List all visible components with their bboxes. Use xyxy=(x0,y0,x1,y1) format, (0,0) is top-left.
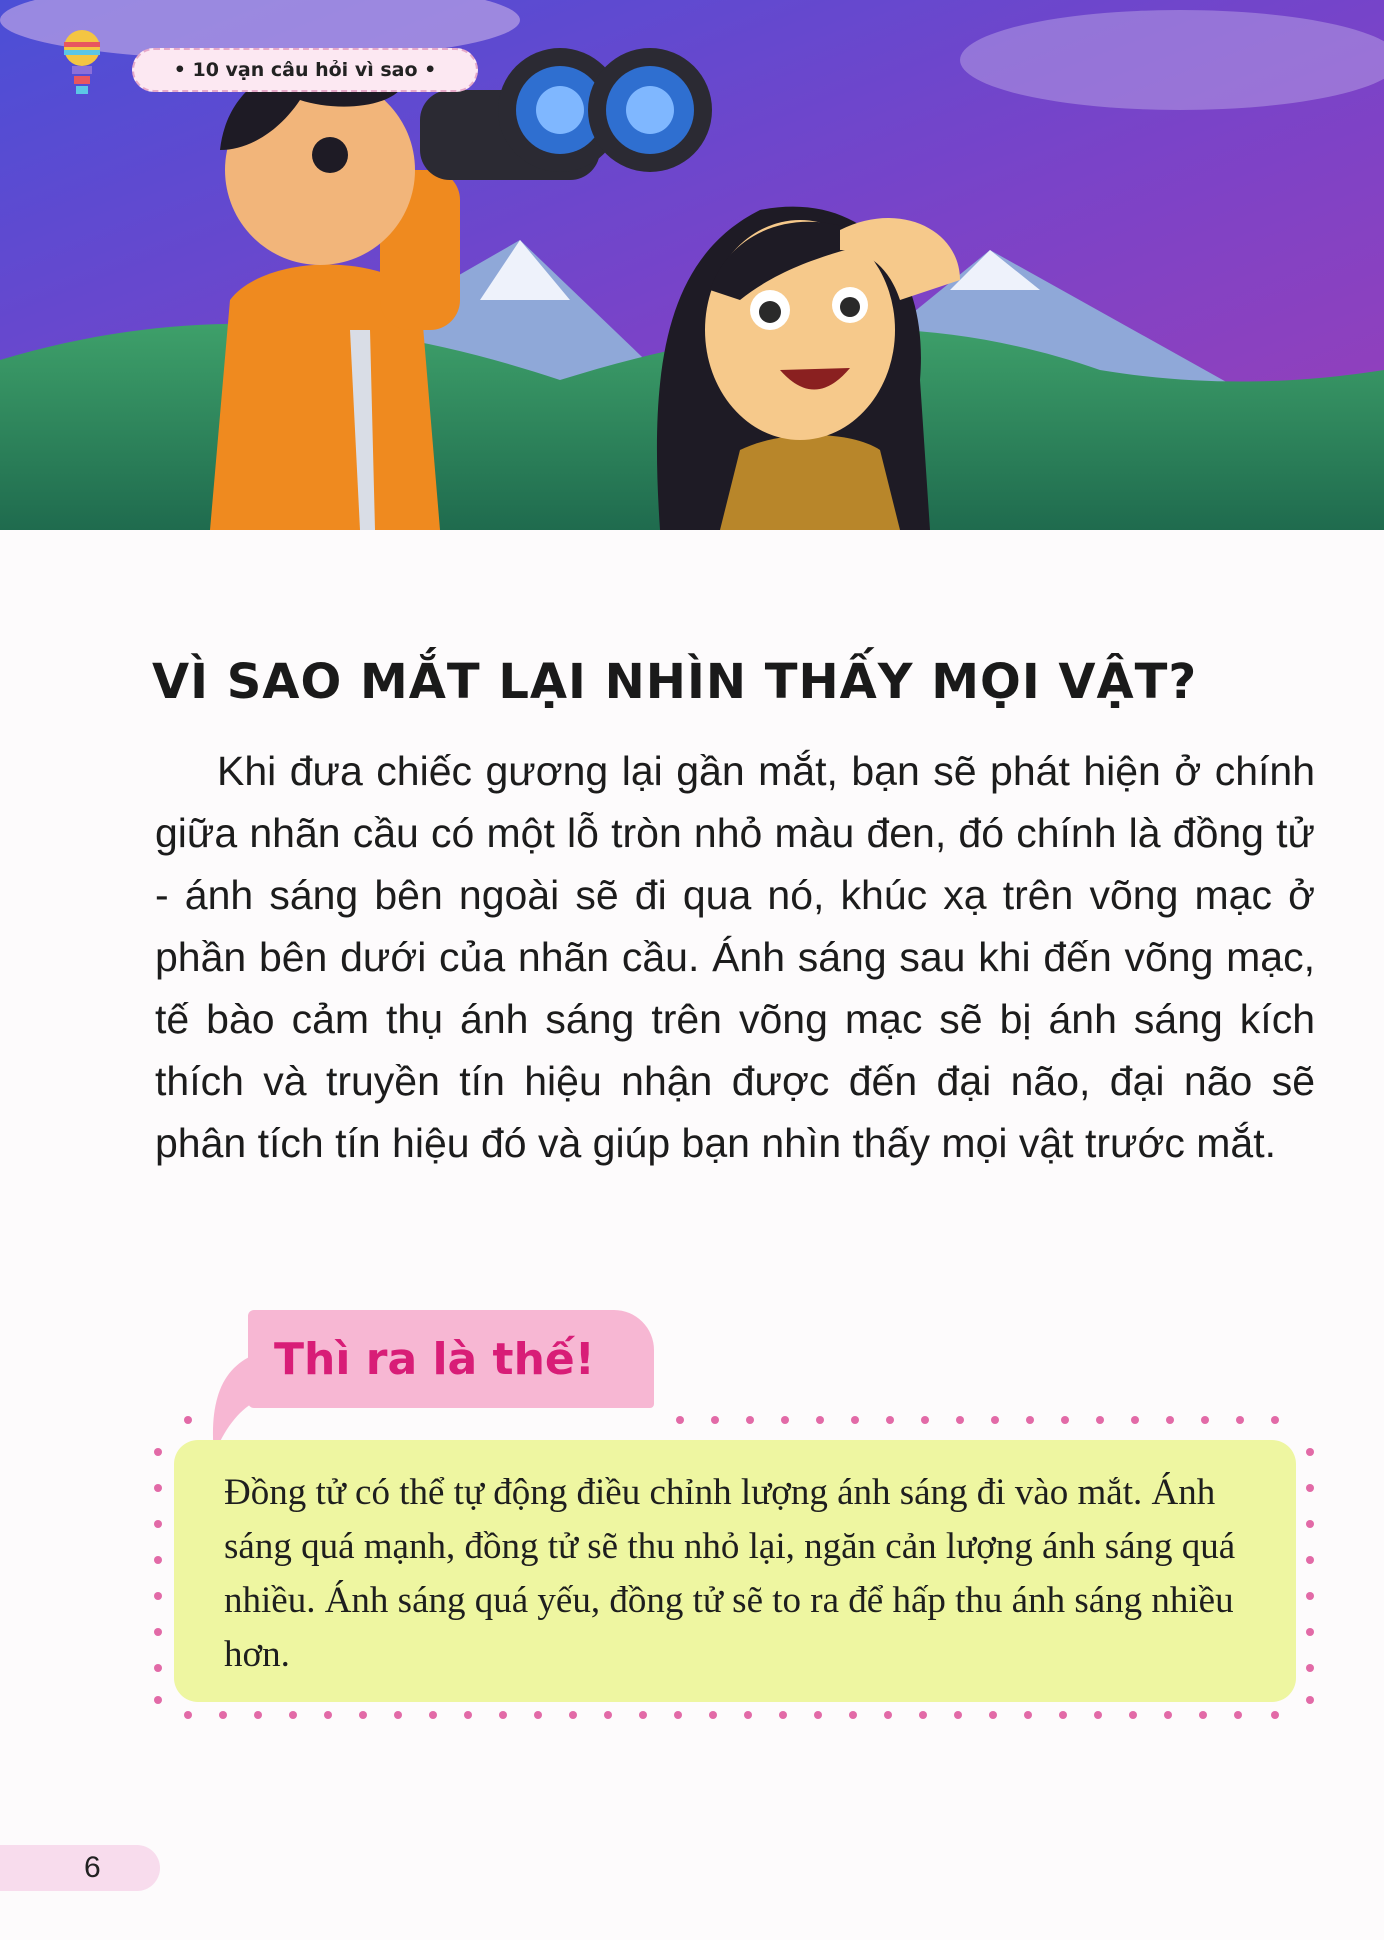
lightbulb-logo-icon xyxy=(62,28,102,108)
page-title: VÌ SAO MẮT LẠI NHÌN THẤY MỌI VẬT? xyxy=(152,654,1198,711)
note-box xyxy=(174,1440,1296,1702)
note-label xyxy=(248,1310,654,1408)
note-label-text: Thì ra là thế! xyxy=(274,1333,595,1385)
article-paragraph: Khi đưa chiếc gương lại gần mắt, bạn sẽ phát hiện ở chính giữa nhãn cầu có một lỗ tròn nhỏ màu đen, đó chính là đồng tử - ánh sáng bên ngoài sẽ đi qua nó, khúc xạ trên võng mạc ở phần bên dưới của nhãn cầu. Ánh sáng sau khi đến võng mạc, tế bào cảm thụ ánh sáng trên võng mạc sẽ bị ánh sáng kích thích và truyền tín hiệu nhận được đến đại não, đại não sẽ phân tích tín hiệu đó và giúp bạn nhìn thấy mọi vật trước mắt. xyxy=(155,748,1315,1166)
page-number: 6 xyxy=(0,1845,160,1891)
series-tag: • 10 vạn câu hỏi vì sao • xyxy=(132,48,478,92)
note-text: Đồng tử có thể tự động điều chỉnh lượng ánh sáng đi vào mắt. Ánh sáng quá mạnh, đồng tử sẽ thu nhỏ lại, ngăn cản lượng ánh sáng quá nhiều. Ánh sáng quá yếu, đồng tử sẽ to ra để hấp thu ánh sáng nhiều hơn. xyxy=(224,1472,1236,1675)
article-body xyxy=(155,740,1315,1174)
